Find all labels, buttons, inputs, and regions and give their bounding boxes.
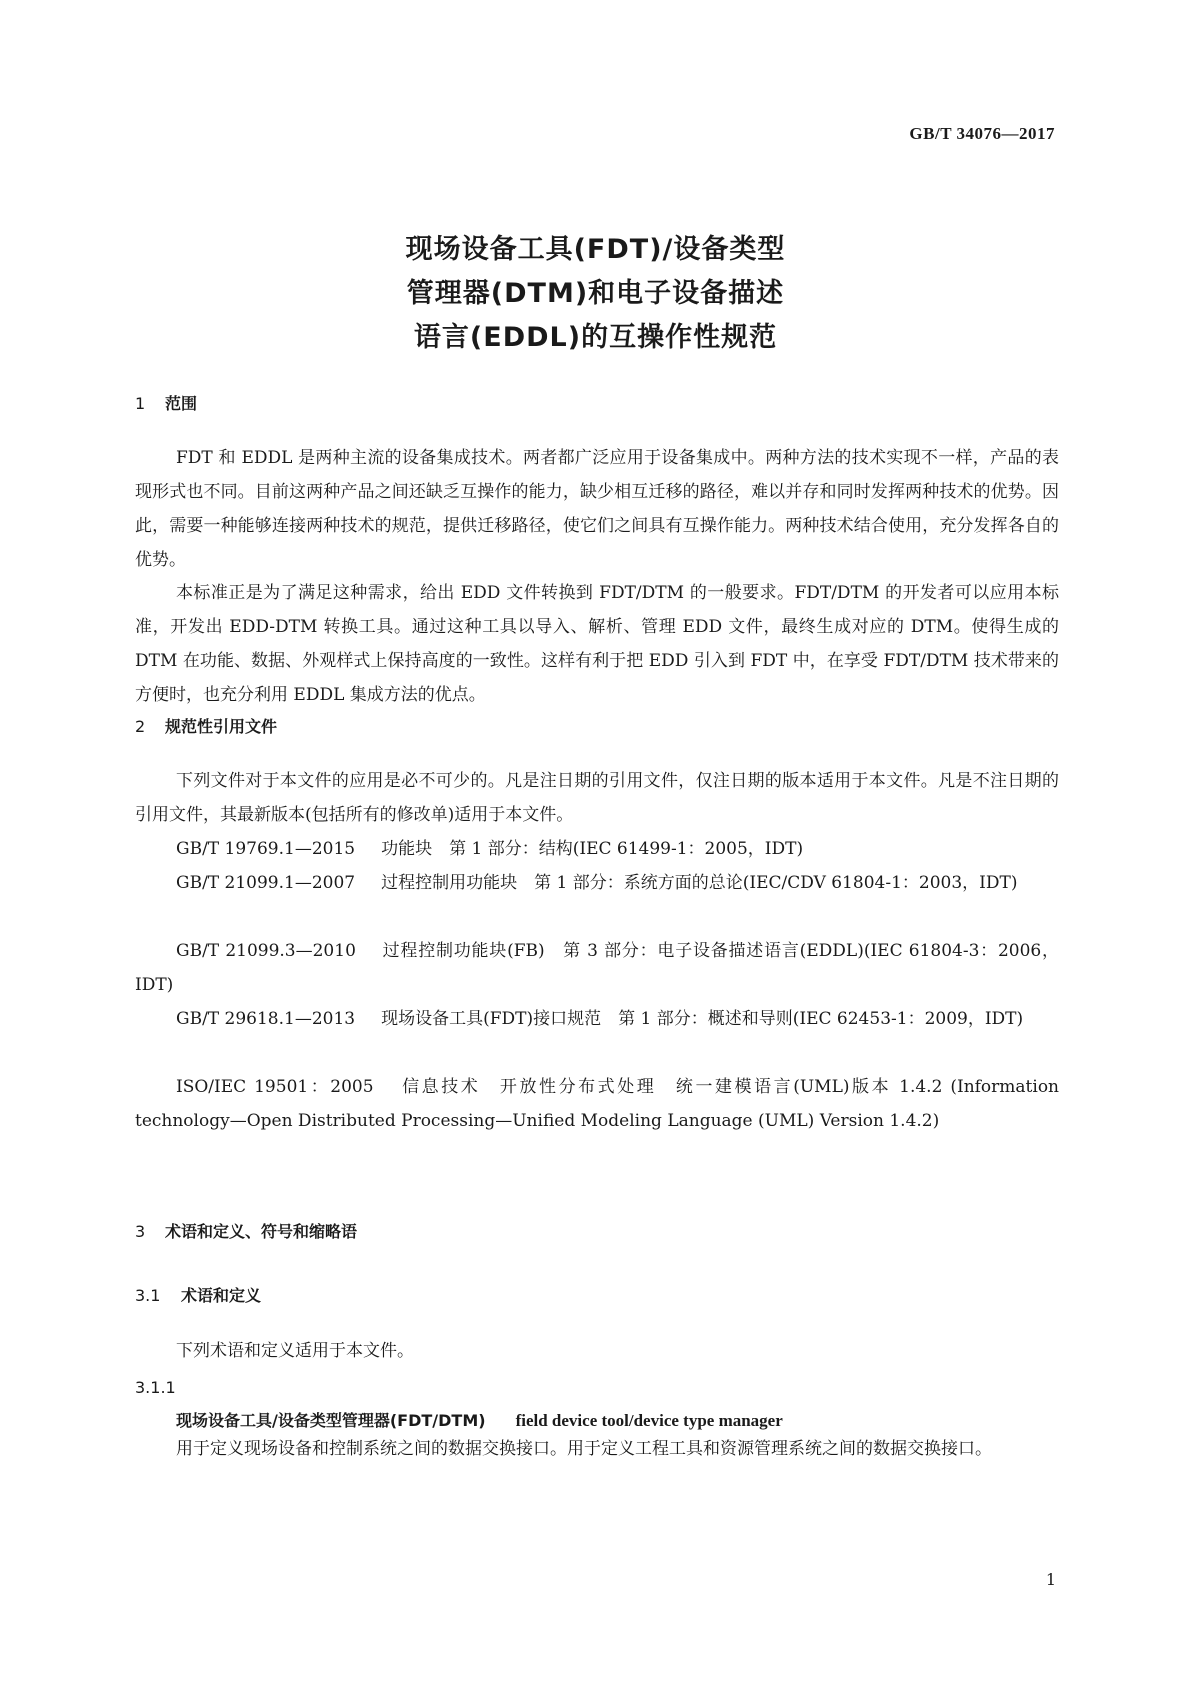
section-3-heading xyxy=(135,1219,357,1242)
reference-title: 功能块 第 1 部分：结构(IEC 61499-1：2005，IDT) xyxy=(381,839,804,859)
section-title: 术语和定义 xyxy=(181,1286,262,1305)
document-title xyxy=(0,228,1191,360)
term-definition: 用于定义现场设备和控制系统之间的数据交换接口。用于定义工程工具和资源管理系统之间的数据交换接口。 xyxy=(176,1439,992,1459)
section-1-heading xyxy=(135,391,197,414)
section-2-heading xyxy=(135,714,277,737)
reference-item xyxy=(135,1002,1059,1036)
term-entry xyxy=(176,1408,783,1431)
section-number: 3.1 xyxy=(135,1286,161,1305)
reference-title: 过程控制功能块(FB) 第 3 部分：电子设备描述语言(EDDL)(IEC 61804-3：2006，IDT) xyxy=(135,941,1059,995)
reference-item xyxy=(135,832,1059,866)
reference-code: GB/T 21099.1—2007 xyxy=(176,873,356,893)
title-line-3: 语言(EDDL)的互操作性规范 xyxy=(413,322,778,353)
reference-item xyxy=(135,866,1059,900)
section-1-paragraph-2: 本标准正是为了满足这种需求，给出 EDD 文件转换到 FDT/DTM 的一般要求。FDT/DTM 的开发者可以应用本标准，开发出 EDD-DTM 转换工具。通过这种工具以导入、解析、管理 EDD 文件，最终生成对应的 DTM。使得生成的 DTM 在功能、数据、外观样式上保持高度的一致性。这样有利于把 EDD 引入到 FDT 中，在享受 FDT/DTM 技术带来的方便时，也充分利用 EDDL 集成方法的优点。 xyxy=(135,583,1059,705)
section-3-1-intro: 下列术语和定义适用于本文件。 xyxy=(176,1341,414,1361)
section-3-1-heading xyxy=(135,1283,261,1306)
section-title: 术语和定义、符号和缩略语 xyxy=(165,1222,358,1241)
section-1-paragraph-1: FDT 和 EDDL 是两种主流的设备集成技术。两者都广泛应用于设备集成中。两种方法的技术实现不一样，产品的表现形式也不同。目前这两种产品之间还缺乏互操作的能力，缺少相互迁移的路径，难以并存和同时发挥两种技术的优势。因此，需要一种能够连接两种技术的规范，提供迁移路径，使它们之间具有互操作能力。两种技术结合使用，充分发挥各自的优势。 xyxy=(135,448,1059,570)
term-number: 3.1.1 xyxy=(135,1378,176,1397)
reference-code: GB/T 21099.3—2010 xyxy=(176,941,356,961)
title-line-2: 管理器(DTM)和电子设备描述 xyxy=(406,278,785,309)
reference-title: 过程控制用功能块 第 1 部分：系统方面的总论(IEC/CDV 61804-1：2003，IDT) xyxy=(381,873,1018,893)
section-number: 3 xyxy=(135,1222,146,1241)
page-number: 1 xyxy=(1045,1570,1056,1589)
term-english: field device tool/device type manager xyxy=(515,1411,783,1430)
reference-item xyxy=(135,1070,1059,1138)
reference-code: GB/T 29618.1—2013 xyxy=(176,1009,356,1029)
reference-title: 信息技术 开放性分布式处理 统一建模语言(UML)版本 1.4.2 (Information technology—Open Distributed Processing—Unified Modeling Language (UML) Version 1.4.2) xyxy=(135,1077,1059,1131)
section-number: 1 xyxy=(135,394,146,413)
title-line-1: 现场设备工具(FDT)/设备类型 xyxy=(405,234,786,265)
reference-title: 现场设备工具(FDT)接口规范 第 1 部分：概述和导则(IEC 62453-1：2009，IDT) xyxy=(381,1009,1024,1029)
reference-item xyxy=(135,934,1059,1002)
section-number: 2 xyxy=(135,717,146,736)
reference-code: ISO/IEC 19501：2005 xyxy=(176,1077,374,1097)
section-title: 规范性引用文件 xyxy=(165,717,278,736)
section-title: 范围 xyxy=(165,394,198,413)
standard-code: GB/T 34076—2017 xyxy=(909,124,1055,143)
term-chinese: 现场设备工具/设备类型管理器(FDT/DTM) xyxy=(176,1411,486,1430)
reference-code: GB/T 19769.1—2015 xyxy=(176,839,356,859)
section-2-intro: 下列文件对于本文件的应用是必不可少的。凡是注日期的引用文件，仅注日期的版本适用于本文件。凡是不注日期的引用文件，其最新版本(包括所有的修改单)适用于本文件。 xyxy=(135,771,1059,825)
